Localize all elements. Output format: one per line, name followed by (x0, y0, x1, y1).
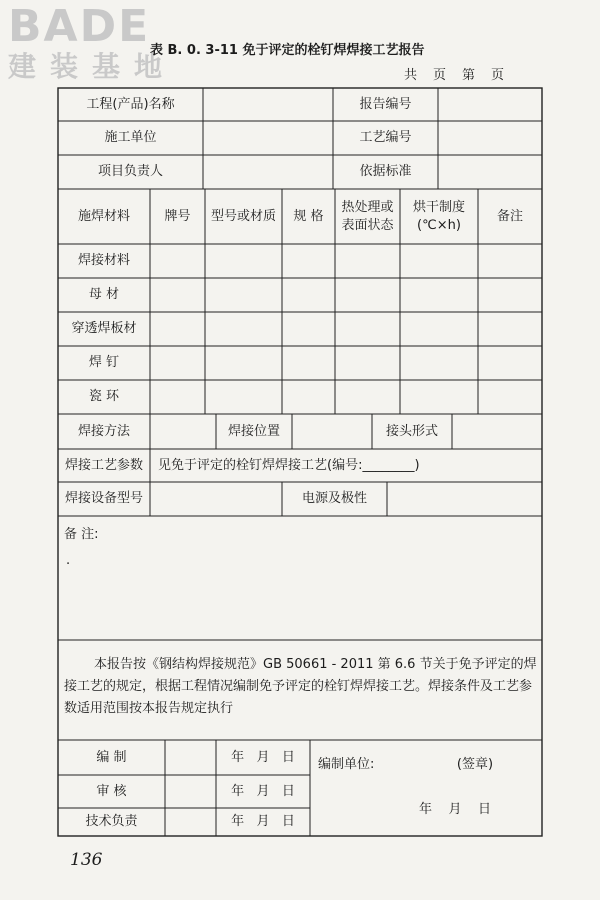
document-title: 表 B. 0. 3-11 免于评定的栓钉焊焊接工艺报告 (150, 43, 425, 58)
report-number-label: 报告编号 (359, 96, 412, 112)
signature-role: 编 制 (96, 749, 127, 765)
page-label-1: 页 (433, 68, 447, 83)
model-header: 型号或材质 (210, 208, 276, 224)
logo-sub-text: 建装基地 (8, 50, 177, 83)
logo-main-text: BADE (8, 1, 151, 52)
signature-role: 技术负责 (85, 814, 138, 829)
compiling-unit-label: 编制单位: (318, 757, 375, 772)
page-total-label: 共 (404, 68, 418, 83)
signature-date: 年 月 日 (231, 749, 295, 765)
process-number-label: 工艺编号 (359, 130, 412, 145)
project-name-label: 工程(产品)名称 (86, 96, 175, 112)
unit-date: 年 月 日 (418, 802, 492, 817)
power-polarity-label: 电源及极性 (301, 491, 367, 506)
page-of-label: 第 (462, 68, 476, 83)
welding-position-label: 焊接位置 (227, 423, 280, 439)
seal-label: (签章) (456, 757, 494, 772)
page-label-2: 页 (491, 68, 505, 83)
basis-standard-label: 依据标准 (359, 164, 412, 179)
process-params-label: 焊接工艺参数 (64, 457, 143, 473)
material-row-label: 母 材 (88, 287, 120, 302)
page-number: 136 (70, 850, 103, 870)
welding-method-label: 焊接方法 (77, 423, 130, 439)
spec-header: 规 格 (293, 208, 324, 224)
signature-date: 年 月 日 (231, 783, 295, 799)
material-row-label: 焊接材料 (77, 253, 130, 268)
equipment-model-label: 焊接设备型号 (64, 491, 143, 506)
process-params-value: 见免于评定的栓钉焊焊接工艺(编号:________) (158, 457, 420, 473)
construction-unit-label: 施工单位 (104, 130, 157, 145)
heat-treatment-header: 热处理或 表面状态 (341, 199, 394, 233)
notes-label: 备 注: (64, 527, 99, 542)
signature-role: 审 核 (96, 783, 127, 799)
welding-material-header: 施焊材料 (77, 208, 130, 224)
remarks-header: 备注 (496, 208, 523, 224)
material-row-label: 瓷 环 (88, 389, 120, 404)
material-row-label: 焊 钉 (88, 355, 120, 370)
brand-header: 牌号 (164, 208, 191, 224)
declaration-text: 本报告按《钢结构焊接规范》GB 50661 - 2011 第 6.6 节关于免予评定的焊接工艺的规定，根据工程情况编制免予评定的栓钉焊焊接工艺。焊接条件及工艺参数适用范围按本报告规定执行 (64, 657, 537, 716)
project-leader-label: 项目负责人 (97, 164, 163, 179)
drying-header: 烘干制度 (℃×h) (412, 199, 465, 233)
notes-bullet: · (66, 557, 71, 572)
joint-type-label: 接头形式 (385, 423, 438, 439)
material-row-label: 穿透焊板材 (71, 321, 137, 336)
signature-date: 年 月 日 (231, 814, 295, 829)
